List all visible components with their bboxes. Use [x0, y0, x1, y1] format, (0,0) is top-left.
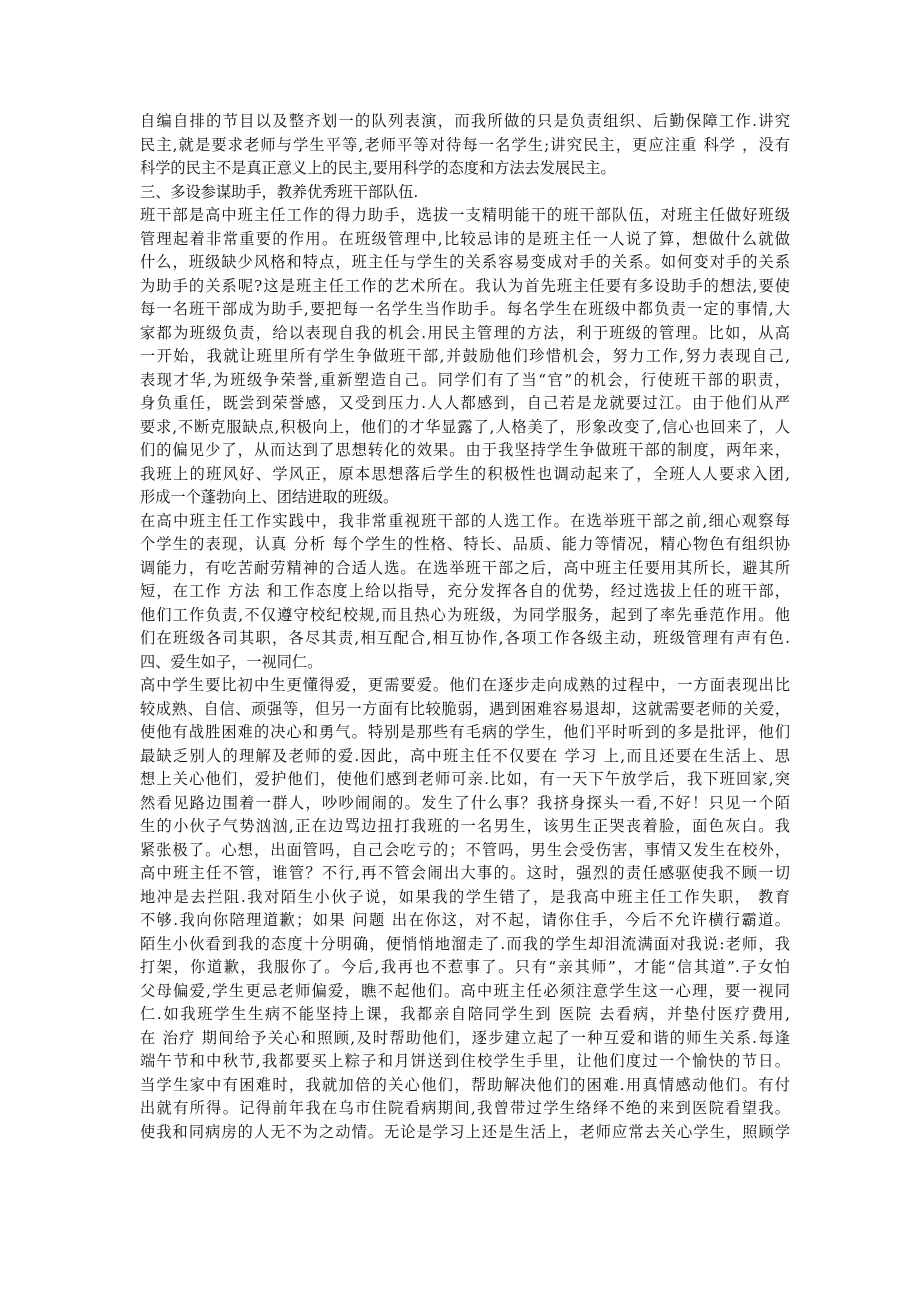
text-line: 我班上的班风好、学风正，原本思想落后学生的积极性也调动起来了，全班人人要求入团,	[140, 464, 790, 483]
text-line: 陌生小伙看到我的态度十分明确，便悄悄地溜走了.而我的学生却泪流满面对我说:老师，我	[140, 934, 790, 953]
text-line: 端午节和中秋节,我都要买上粽子和月饼送到住校学生手里，让他们度过一个愉快的节日。	[140, 1052, 790, 1070]
text-line: 地冲是去拦阻.我对陌生小伙子说，如果我的学生错了，是我高中班主任工作失职， 教育	[140, 887, 790, 906]
text-line: 表现才华,为班级争荣誉,重新塑造自己。同学们有了当“官”的机会，行使班干部的职责，	[140, 370, 790, 389]
text-line: 父母偏爱,学生更忌老师偏爱，瞧不起他们。高中班主任必须注意学生这一心理，要一视同	[140, 981, 790, 1000]
text-line: 们的偏见少了，从而达到了思想转化的效果。由于我坚持学生争做班干部的制度，两年来，	[140, 441, 790, 459]
text-line: 民主,就是要求老师与学生平等,老师平等对待每一名学生;讲究民主，更应注重 科学 ，没有	[140, 135, 790, 154]
text-line: 形成一个蓬勃向上、团结进取的班级。	[140, 488, 399, 506]
text-line: 身负重任，既尝到荣誉感，又受到压力.人人都感到，自己若是龙就要过江。由于他们从严	[140, 394, 790, 412]
text-line: 紧张极了。心想，出面管吗，自己会吃亏的；不管吗，男生会受伤害，事情又发生在校外，	[140, 840, 790, 859]
text-line: 想上关心他们，爱护他们，使他们感到老师可亲.比如，有一天下午放学后，我下班回家,突	[140, 770, 790, 788]
text-line: 家都为班级负责，给以表现自我的机会.用民主管理的方法，利于班级的管理。比如，从高	[140, 323, 790, 342]
text-line: 短，在工作 方法 和工作态度上给以指导，充分发挥各自的优势，经过选拔上任的班干部，	[140, 582, 790, 600]
text-line: 科学的民主不是真正意义上的民主,要用科学的态度和方法去发展民主。	[140, 159, 616, 177]
text-line: 自编自排的节目以及整齐划一的队列表演，而我所做的只是负责组织、后勤保障工作.讲究	[140, 112, 790, 130]
document-body	[140, 110, 790, 1144]
text-line: 打架，你道歉，我服你了。今后,我再也不惹事了。只有“亲其师”，才能“信其道”.子女怕	[140, 958, 790, 976]
text-line: 高中班主任不管，谁管？不行,再不管会闹出大事的。这时，强烈的责任感驱使我不顾一切	[140, 864, 790, 882]
text-line: 要求,不断克服缺点,积极向上，他们的才华显露了,人格美了，形象改变了,信心也回来了，人	[140, 417, 790, 436]
text-line: 出就有所得。记得前年我在乌市住院看病期间,我曾带过学生络绎不绝的来到医院看望我。	[140, 1099, 790, 1117]
text-line: 每一名班干部成为助手,要把每一名学生当作助手。每名学生在班级中都负责一定的事情,大	[140, 300, 790, 318]
text-line: 当学生家中有困难时，我就加倍的关心他们，帮助解决他们的困难.用真情感动他们。有付	[140, 1075, 790, 1094]
text-line: 管理起着非常重要的作用。在班级管理中,比较忌讳的是班主任一人说了算，想做什么就做	[140, 229, 790, 248]
text-line: 仁.如我班学生生病不能坚持上课，我都亲自陪同学生到 医院 去看病，并垫付医疗费用,	[140, 1005, 790, 1023]
text-line: 为助手的关系呢?这是班主任工作的艺术所在。我认为首先班主任要有多设助手的想法,要使	[140, 276, 790, 295]
text-line: 使我和同病房的人无不为之动情。无论是学习上还是生活上，老师应常去关心学生，照顾学	[140, 1122, 790, 1141]
text-line: 不够.我向你陪理道歉；如果 问题 出在你这，对不起，请你住手，今后不允许横行霸道。	[140, 911, 790, 929]
text-line: 最缺乏别人的理解及老师的爱.因此，高中班主任不仅要在 学习 上,而且还要在生活上、思	[140, 746, 790, 765]
text-line: 在高中班主任工作实践中，我非常重视班干部的人选工作。在选举班干部之前,细心观察每	[140, 511, 790, 530]
text-line: 个学生的表现，认真 分析 每个学生的性格、特长、品质、能力等情况，精心物色有组织协	[140, 535, 790, 553]
text-line: 三、多设参谋助手，教养优秀班干部队伍.	[140, 182, 419, 201]
text-line: 班干部是高中班主任工作的得力助手，选拔一支精明能干的班干部队伍，对班主任做好班级	[140, 206, 790, 224]
text-line: 们在班级各司其职，各尽其责,相互配合,相互协作,各项工作各级主动，班级管理有声有色.	[140, 629, 790, 647]
text-line: 他们工作负责,不仅遵守校纪校规,而且热心为班级，为同学服务，起到了率先垂范作用。他	[140, 605, 790, 624]
text-line: 调能力，有吃苦耐劳精神的合适人选。在选举班干部之后，高中班主任要用其所长，避其所	[140, 558, 790, 577]
text-line: 一开始，我就让班里所有学生争做班干部,并鼓励他们珍惜机会，努力工作,努力表现自己,	[140, 347, 790, 365]
text-line: 生的小伙子气势汹汹,正在边骂边扭打我班的一名男生，该男生正哭丧着脸，面色灰白。我	[140, 817, 790, 835]
text-line: 然看见路边围着一群人，吵吵闹闹的。发生了什么事？我挤身探头一看,不好！只见一个陌	[140, 793, 790, 812]
text-line: 在 治疗 期间给予关心和照顾,及时帮助他们，逐步建立起了一种互爱和谐的师生关系.每逢	[140, 1028, 790, 1047]
text-line: 四、爱生如子，一视同仁。	[140, 652, 323, 671]
text-line: 使他有战胜困难的决心和勇气。特别是那些有毛病的学生，他们平时听到的多是批评，他们	[140, 723, 790, 741]
text-line: 较成熟、自信、顽强等，但另一方面有比较脆弱，遇到困难容易退却，这就需要老师的关爱，	[140, 699, 790, 718]
text-line: 高中学生要比初中生更懂得爱，更需要爱。他们在逐步走向成熟的过程中，一方面表现出比	[140, 676, 790, 694]
text-line: 什么，班级缺少风格和特点，班主任与学生的关系容易变成对手的关系。如何变对手的关系	[140, 253, 790, 271]
